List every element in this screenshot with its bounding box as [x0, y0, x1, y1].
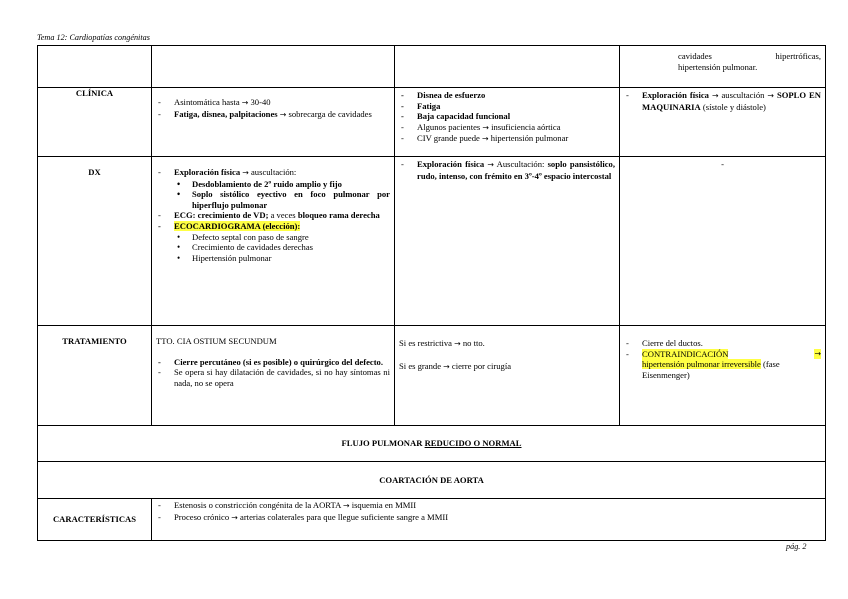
table-row-dx	[38, 157, 826, 326]
arrow-icon: →	[454, 339, 461, 348]
list-item: - Se opera si hay dilatación de cavidades, si no hay síntomas ni nada, no se opera	[156, 367, 390, 388]
cell-clinica-col2	[152, 88, 395, 157]
arrow-icon: →	[487, 160, 494, 169]
list-item: • Soplo sistólico eyectivo en foco pulmonar por hiperflujo pulmonar	[156, 189, 390, 210]
list-item: - Cierre del ductos.	[624, 338, 821, 349]
row-label-tratamiento: TRATAMIENTO	[38, 326, 152, 426]
row-label-dx: DX	[38, 157, 152, 326]
tto-title: TTO. CIA OSTIUM SECUNDUM	[156, 336, 277, 346]
section-heading-coartacion: COARTACIÓN DE AORTA	[38, 462, 826, 499]
row-label-clinica: CLÍNICA	[38, 88, 152, 157]
arrow-icon: →	[482, 134, 489, 144]
table-row-flujo	[38, 426, 826, 462]
list-item: - Asintomática hasta → 30-40	[156, 97, 390, 109]
arrow-icon: →	[242, 168, 249, 177]
cell-clinica-col3	[395, 88, 620, 157]
list-item: - Fatiga	[399, 101, 615, 112]
arrow-icon: →	[279, 109, 287, 119]
list-item: - Disnea de esfuerzo	[399, 90, 615, 101]
arrow-icon: →	[814, 348, 821, 358]
arrow-icon: →	[443, 361, 450, 371]
cell-dx-col3	[395, 157, 620, 326]
list-item	[156, 221, 390, 263]
list-item: • Hipertensión pulmonar	[156, 253, 390, 264]
text-line: Si es grande → cierre por cirugía	[399, 360, 512, 371]
page-number: pág. 2	[786, 542, 807, 551]
cell-dx-col4: -	[620, 157, 826, 326]
table-row-continuation	[38, 46, 826, 88]
row-label-caracteristicas: CARACTERÍSTICAS	[38, 499, 152, 541]
arrow-icon: →	[767, 91, 774, 100]
document-header: Tema 12: Cardiopatías congénitas	[37, 33, 150, 42]
list-item: - CONTRAINDICACIÓN → hipertensión pulmonar irreversible (fase Eisenmenger)	[624, 349, 821, 381]
cell-tratamiento-col4	[620, 326, 826, 426]
list-item: - Cierre percutáneo (si es posible) o quirúrgico del defecto.	[156, 357, 390, 368]
highlighted-text: ECOCARDIOGRAMA (elección):	[174, 220, 301, 231]
cell-caracteristicas	[152, 499, 826, 541]
table-row-caracteristicas	[38, 499, 826, 541]
section-heading-flujo: FLUJO PULMONAR REDUCIDO O NORMAL	[38, 426, 826, 462]
list-item: - Exploración física → auscultación → SOPLO EN MAQUINARIA (sístole y diástole)	[624, 90, 821, 112]
list-item: • Desdoblamiento de 2º ruido amplio y fijo	[156, 179, 390, 190]
cell-tratamiento-col3	[395, 326, 620, 426]
arrow-icon: →	[711, 91, 719, 100]
highlighted-text: hipertensión pulmonar irreversible	[642, 359, 761, 370]
list-item: - ECG: crecimiento de VD; a veces bloqueo rama derecha	[156, 210, 390, 221]
cell-top-col4: cavidades hipertróficas, hipertensión pulmonar.	[620, 46, 826, 88]
arrow-icon: →	[342, 501, 350, 510]
cell-tratamiento-col2	[152, 326, 395, 426]
table-row-tratamiento	[38, 326, 826, 426]
list-item: - Algunos pacientes → insuficiencia aórtica	[399, 122, 615, 134]
cardiopathy-table	[37, 45, 826, 541]
highlighted-text: - CONTRAINDICACIÓN	[642, 348, 729, 359]
cell-dx-col2	[152, 157, 395, 326]
list-item: - Proceso crónico → arterias colaterales para que llegue suficiente sangre a MMII	[156, 512, 821, 524]
list-item: - Estenosis o constricción congénita de la AORTA → isquemia en MMII	[156, 500, 821, 512]
arrow-icon: →	[241, 98, 249, 107]
table-row-coartacion	[38, 462, 826, 499]
arrow-icon: →	[482, 122, 489, 132]
table-row-clinica	[38, 88, 826, 157]
list-item: • Crecimiento de cavidades derechas	[156, 242, 390, 253]
list-item: - CIV grande puede → hipertensión pulmonar	[399, 133, 615, 145]
text-line: Si es restrictiva → no tto.	[399, 338, 485, 348]
arrow-icon: →	[231, 512, 238, 522]
list-item: • Defecto septal con paso de sangre	[156, 232, 390, 243]
list-item: - Baja capacidad funcional	[399, 111, 615, 122]
list-item: - Fatiga, disnea, palpitaciones → sobrecarga de cavidades	[156, 109, 390, 121]
cell-clinica-col4	[620, 88, 826, 157]
list-item: - Exploración física → Auscultación: soplo pansistólico, rudo, intenso, con frémito en 3º-4º espacio intercostal	[399, 159, 615, 181]
list-item: - Exploración física → auscultación: • Desdoblamiento de 2º ruido amplio y fijo • Soplo sistólico eyectivo en foco pulmonar por hiperflujo pulmonar	[156, 167, 390, 210]
